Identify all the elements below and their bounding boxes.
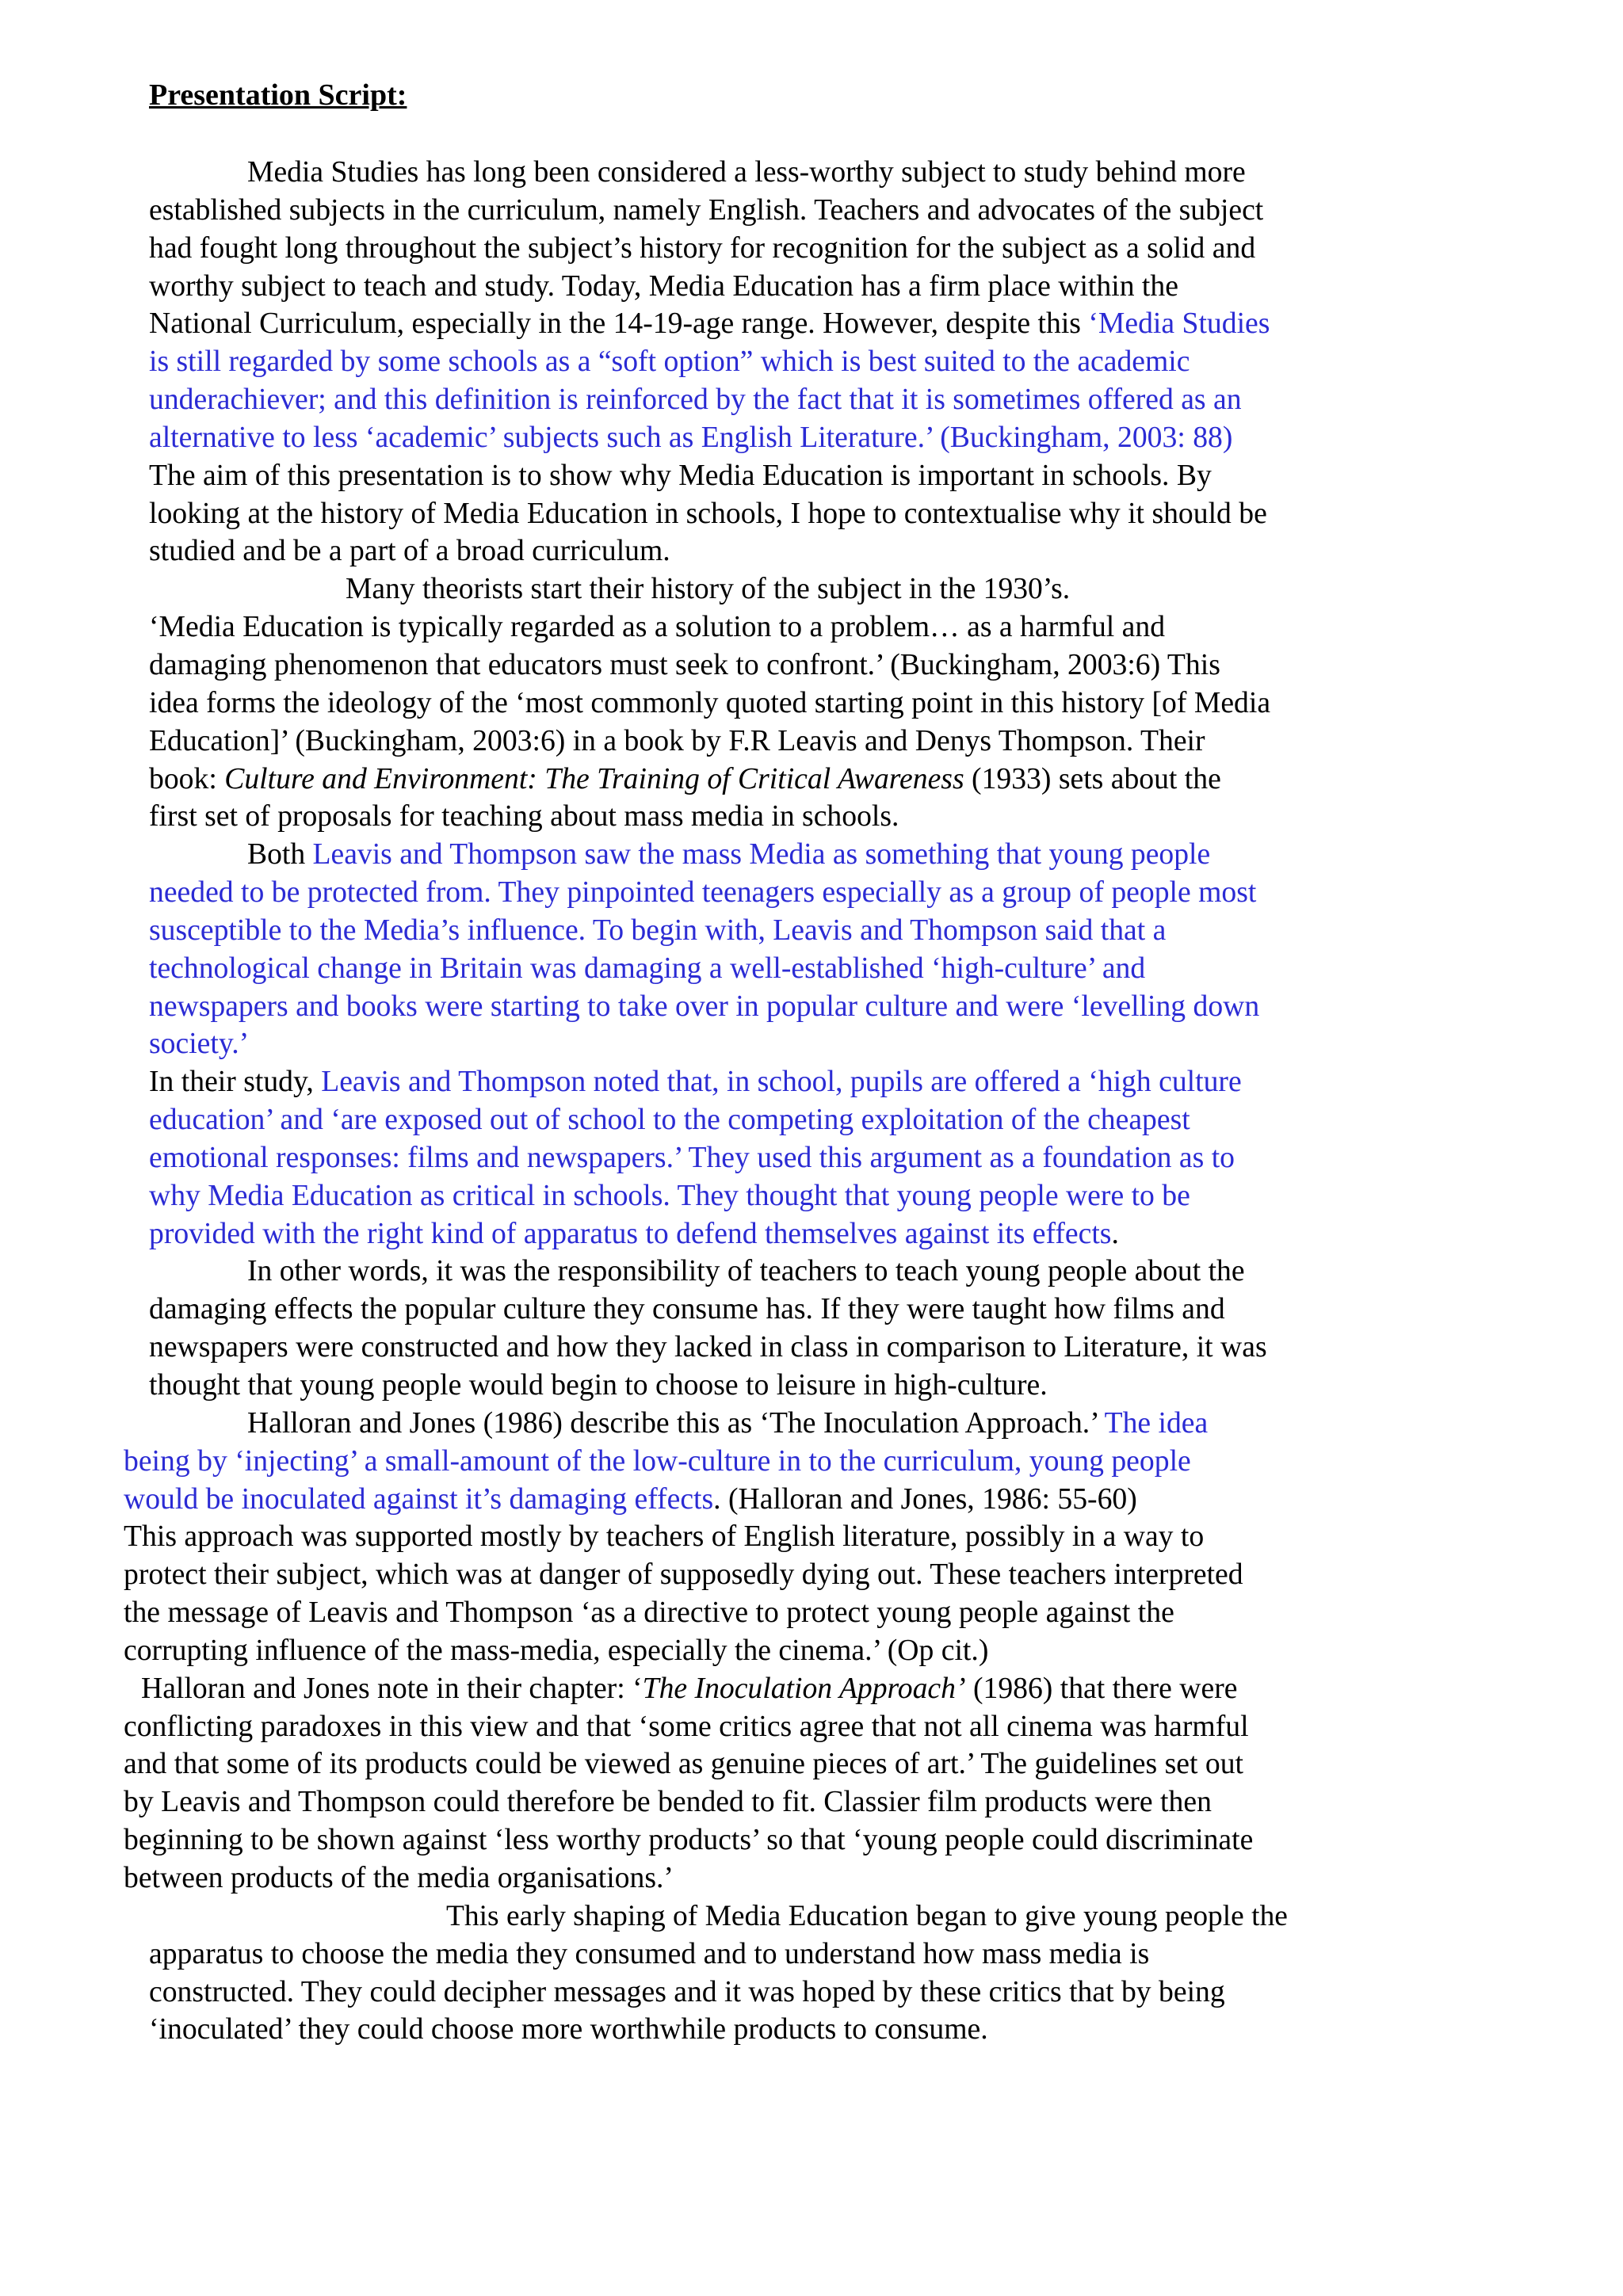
text-line (0, 495, 1623, 533)
text-line (0, 457, 1623, 495)
text-line (0, 1443, 1623, 1481)
text-line (0, 1481, 1623, 1519)
body-text: and that some of its products could be viewed as genuine pieces of art.’ The guidelines set out (124, 1747, 1244, 1781)
quoted-text: The idea (1104, 1405, 1209, 1440)
text-line (0, 1291, 1623, 1329)
quoted-text: alternative to less ‘academic’ subjects such as English Literature.’ (Buckingham, 2003: 88) (149, 420, 1233, 454)
quoted-text: ‘Media Studies (1088, 307, 1270, 341)
text-line (0, 685, 1623, 723)
text-line (0, 1859, 1623, 1897)
body-text: damaging phenomenon that educators must seek to confront.’ (Buckingham, 2003:6) This (149, 647, 1220, 681)
quoted-text: would be inoculated against it’s damaging effects (124, 1482, 714, 1516)
text-line (0, 1215, 1623, 1253)
text-line (0, 1632, 1623, 1670)
body-text: (1986) that there were (965, 1671, 1238, 1705)
quoted-text: emotional responses: films and newspapers.’ They used this argument as a foundation as to (149, 1140, 1235, 1174)
text-line (0, 608, 1623, 646)
body-text: corrupting influence of the mass-media, especially the cinema.’ (Op cit.) (124, 1633, 989, 1667)
text-line (0, 836, 1623, 874)
body-text: This early shaping of Media Education began to give young people the (446, 1899, 1288, 1932)
body-text: book: (149, 761, 225, 795)
text-line (0, 381, 1623, 419)
text-line (0, 154, 1623, 192)
quoted-text: susceptible to the Media’s influence. To begin with, Leavis and Thompson said that a (149, 913, 1167, 947)
quoted-text: is still regarded by some schools as a “soft option” which is best suited to the academic (149, 345, 1190, 379)
body-text: first set of proposals for teaching about mass media in schools. (149, 799, 899, 833)
body-text: constructed. They could decipher messages and it was hoped by these critics that by being (149, 1974, 1225, 2008)
text-line (0, 1025, 1623, 1063)
text-line (0, 988, 1623, 1026)
quoted-text: Leavis and Thompson noted that, in school, pupils are offered a ‘high culture (321, 1065, 1242, 1099)
text-line (0, 1897, 1623, 1936)
body-text: looking at the history of Media Education in schools, I hope to contextualise why it should be (149, 496, 1267, 530)
italic-title: The Inoculation Approach’ (642, 1671, 966, 1705)
text-line (0, 2011, 1623, 2049)
body-text: National Curriculum, especially in the 14-19-age range. However, despite this (149, 307, 1089, 341)
body-text: between products of the media organisations.’ (124, 1860, 674, 1894)
text-line (0, 532, 1623, 570)
quoted-text: being by ‘injecting’ a small-amount of the low-culture in to the curriculum, young people (124, 1444, 1191, 1478)
text-line (0, 1367, 1623, 1405)
body-text: In other words, it was the responsibility of teachers to teach young people about the (247, 1254, 1245, 1288)
text-line (0, 1745, 1623, 1783)
text-line (0, 798, 1623, 836)
text-line (0, 950, 1623, 988)
body-text: Many theorists start their history of the subject in the 1930’s. (346, 573, 1071, 606)
text-line (0, 1518, 1623, 1556)
body-text: damaging effects the popular culture they consume has. If they were taught how films and (149, 1292, 1225, 1326)
text-line (0, 723, 1623, 761)
text-line (0, 1101, 1623, 1139)
quoted-text: education’ and ‘are exposed out of school to the competing exploitation of the cheapest (149, 1103, 1190, 1137)
text-line (0, 1936, 1623, 1974)
body-text: ‘Media Education is typically regarded as a solution to a problem… as a harmful and (149, 610, 1166, 644)
text-line (0, 268, 1623, 306)
text-line (0, 761, 1623, 799)
text-line (0, 343, 1623, 381)
body-text: Both (247, 837, 313, 871)
text-line (0, 646, 1623, 685)
body-text: (1933) sets about the (964, 761, 1221, 795)
text-line (0, 192, 1623, 230)
body-text: by Leavis and Thompson could therefore be bended to fit. Classier film products were then (124, 1785, 1212, 1819)
italic-title: Culture and Environment: The Training of Critical Awareness (224, 761, 964, 795)
quoted-text: why Media Education as critical in schools. They thought that young people were to be (149, 1178, 1190, 1212)
text-line (0, 305, 1623, 343)
body-text: worthy subject to teach and study. Today, Media Education has a firm place within the (149, 269, 1178, 303)
text-line (0, 230, 1623, 268)
body-text: Halloran and Jones note in their chapter: ‘ (141, 1671, 643, 1705)
page-title: Presentation Script: (149, 78, 407, 112)
body-text: had fought long throughout the subject’s history for recognition for the subject as a solid and (149, 231, 1256, 265)
body-text: This approach was supported mostly by teachers of English literature, possibly in a way to (124, 1520, 1205, 1554)
quoted-text: underachiever; and this definition is reinforced by the fact that it is sometimes offered as an (149, 383, 1242, 417)
text-line (0, 1556, 1623, 1594)
text-line (0, 570, 1623, 608)
text-line (0, 1821, 1623, 1859)
quoted-text: newspapers and books were starting to take over in popular culture and were ‘levelling down (149, 989, 1260, 1023)
text-line (0, 1594, 1623, 1632)
body-text: Halloran and Jones (1986) describe this as ‘The Inoculation Approach.’ (247, 1405, 1105, 1440)
body-text: Education]’ (Buckingham, 2003:6) in a book by F.R Leavis and Denys Thompson. Their (149, 723, 1205, 757)
body-text: Media Studies has long been considered a less-worthy subject to study behind more (247, 155, 1246, 189)
quoted-text: society.’ (149, 1027, 250, 1061)
body-text: protect their subject, which was at danger of supposedly dying out. These teachers interpreted (124, 1558, 1243, 1592)
body-text: newspapers were constructed and how they lacked in class in comparison to Literature, it was (149, 1330, 1267, 1364)
quoted-text: technological change in Britain was damaging a well-established ‘high-culture’ and (149, 951, 1146, 985)
body-text: apparatus to choose the media they consumed and to understand how mass media is (149, 1936, 1150, 1970)
quoted-text: provided with the right kind of apparatus to defend themselves against its effects (149, 1216, 1112, 1250)
text-line (0, 1670, 1623, 1708)
text-line (0, 1177, 1623, 1215)
body-text: The aim of this presentation is to show why Media Education is important in schools. By (149, 458, 1212, 492)
text-line (0, 1708, 1623, 1746)
document-body (0, 154, 1623, 2049)
body-text: In their study, (149, 1065, 322, 1099)
text-line (0, 1405, 1623, 1443)
body-text: the message of Leavis and Thompson ‘as a directive to protect young people against the (124, 1596, 1174, 1630)
text-line (0, 874, 1623, 912)
quoted-text: needed to be protected from. They pinpointed teenagers especially as a group of people most (149, 875, 1257, 910)
text-line (0, 419, 1623, 457)
text-line (0, 912, 1623, 950)
body-text: beginning to be shown against ‘less worthy products’ so that ‘young people could discriminate (124, 1823, 1254, 1857)
text-line (0, 1063, 1623, 1101)
text-line (0, 1974, 1623, 2012)
body-text: . (1111, 1216, 1119, 1250)
body-text: established subjects in the curriculum, namely English. Teachers and advocates of the subject (149, 193, 1264, 227)
body-text: studied and be a part of a broad curriculum. (149, 534, 670, 568)
text-line (0, 1329, 1623, 1367)
text-line (0, 1253, 1623, 1291)
text-line (0, 1139, 1623, 1177)
text-line (0, 1783, 1623, 1821)
body-text: idea forms the ideology of the ‘most commonly quoted starting point in this history [of Media (149, 685, 1271, 719)
body-text: . (Halloran and Jones, 1986: 55-60) (713, 1482, 1137, 1516)
quoted-text: Leavis and Thompson saw the mass Media as something that young people (312, 837, 1211, 871)
body-text: thought that young people would begin to choose to leisure in high-culture. (149, 1368, 1048, 1402)
body-text: conflicting paradoxes in this view and that ‘some critics agree that not all cinema was harmful (124, 1709, 1249, 1743)
body-text: ‘inoculated’ they could choose more worthwhile products to consume. (149, 2012, 988, 2046)
